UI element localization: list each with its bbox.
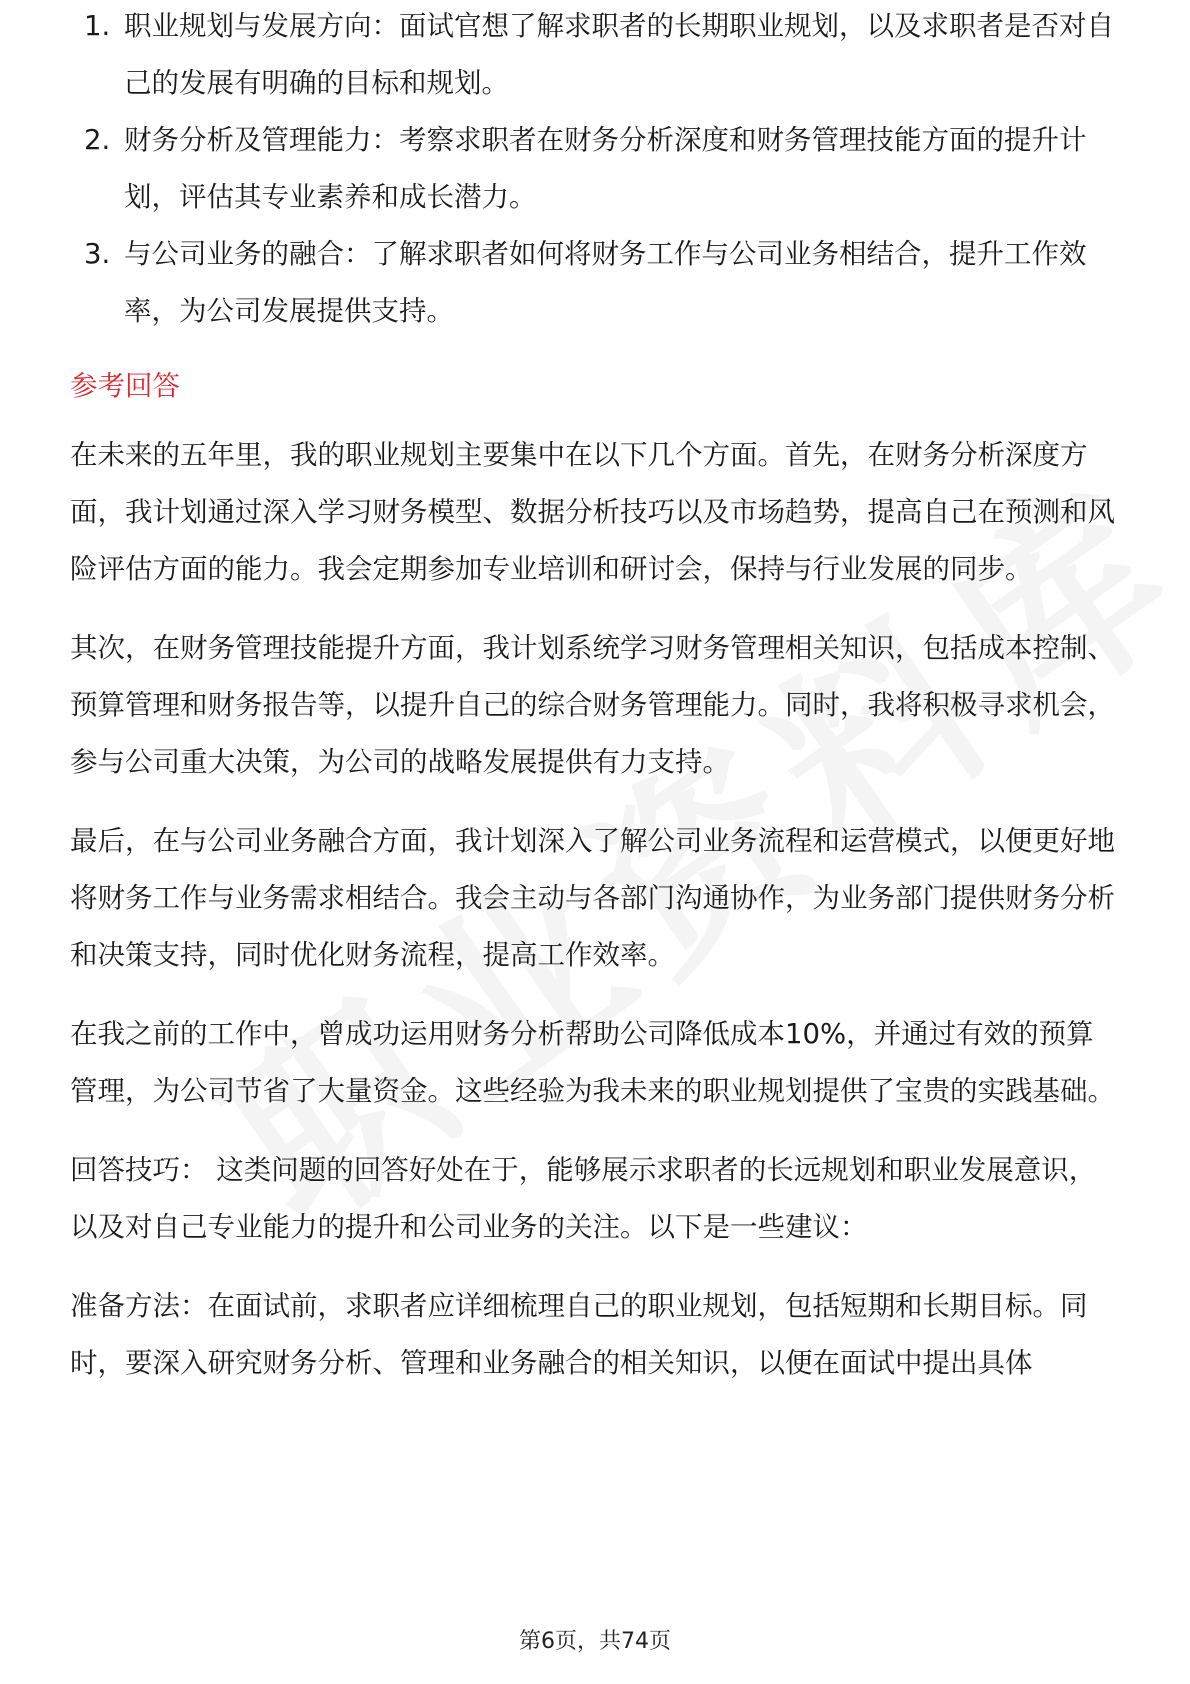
paragraph: 准备方法：在面试前，求职者应详细梳理自己的职业规划，包括短期和长期目标。同时，要深入研究财务分析、管理和业务融合的相关知识，以便在面试中提出具体 <box>70 1290 1088 1379</box>
paragraph: 其次，在财务管理技能提升方面，我计划系统学习财务管理相关知识，包括成本控制、预算管理和财务报告等，以提升自己的综合财务管理能力。同时，我将积极寻求机会，参与公司重大决策，为公司的战略发展提供有力支持。 <box>70 632 1115 778</box>
paragraph: 在未来的五年里，我的职业规划主要集中在以下几个方面。首先，在财务分析深度方面，我计划通过深入学习财务模型、数据分析技巧以及市场趋势，提高自己在预测和风险评估方面的能力。我会定期参加专业培训和研讨会，保持与行业发展的同步。 <box>70 439 1115 585</box>
section-heading: 参考回答 <box>70 370 180 402</box>
paragraph: 在我之前的工作中，曾成功运用财务分析帮助公司降低成本10%，并通过有效的预算管理，为公司节省了大量资金。这些经验为我未来的职业规划提供了宝贵的实践基础。 <box>70 1018 1115 1107</box>
list-number: 1. <box>84 10 111 42</box>
page-footer: 第6页，共74页 <box>519 1629 671 1654</box>
paragraph: 回答技巧： 这类问题的回答好处在于，能够展示求职者的长远规划和职业发展意识，以及对自己专业能力的提升和公司业务的关注。以下是一些建议： <box>70 1154 1097 1243</box>
list-number: 3. <box>84 238 111 270</box>
list-text: 财务分析及管理能力：考察求职者在财务分析深度和财务管理技能方面的提升计划，评估其专业素养和成长潜力。 <box>124 124 1087 213</box>
page-content <box>70 10 1120 1414</box>
paragraph: 最后，在与公司业务融合方面，我计划深入了解公司业务流程和运营模式，以便更好地将财务工作与业务需求相结合。我会主动与各部门沟通协作，为业务部门提供财务分析和决策支持，同时优化财务流程，提高工作效率。 <box>70 825 1115 971</box>
list-item <box>70 112 1120 226</box>
list-text: 职业规划与发展方向：面试官想了解求职者的长期职业规划，以及求职者是否对自己的发展有明确的目标和规划。 <box>124 10 1114 99</box>
list-text: 与公司业务的融合：了解求职者如何将财务工作与公司业务相结合，提升工作效率，为公司发展提供支持。 <box>124 238 1087 327</box>
list-item <box>70 0 1120 112</box>
list-item <box>70 226 1120 340</box>
list-number: 2. <box>84 124 111 156</box>
